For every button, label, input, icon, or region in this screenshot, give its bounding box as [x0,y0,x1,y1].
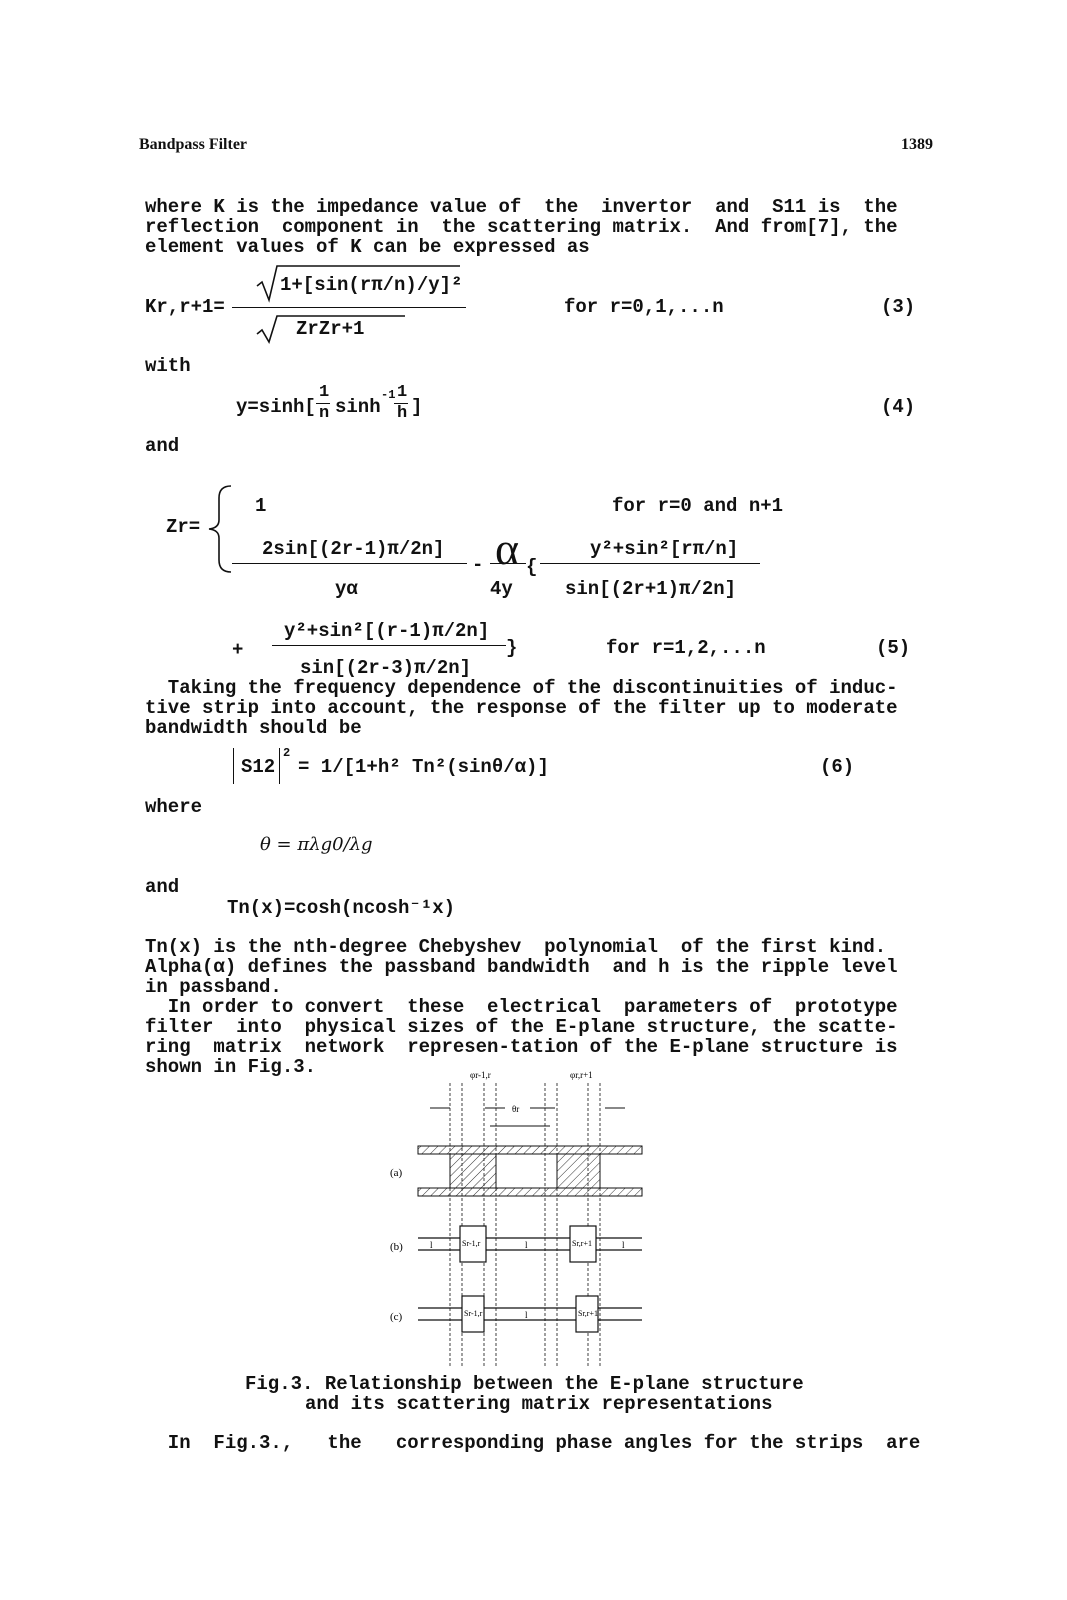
with-label: with [145,355,191,377]
text-line: shown in Fig.3. [145,1056,317,1078]
eq6-lhs: S12 [241,756,276,778]
eq4-sup: -1 [381,388,396,402]
eq5-case1-value: 1 [255,495,267,517]
eq3-number: (3) [881,296,916,318]
abs-bar-left [233,748,234,784]
eq4-frac2-den: h [397,404,408,423]
figure-3 [380,1068,660,1373]
label-s-right: Sr,r+1 [572,1239,592,1248]
eq5-t3-den: sin[(2r+1)π/2n] [565,578,737,600]
eq5-t4-den: sin[(2r-3)π/2n] [300,657,472,679]
fraction-bar [272,645,506,646]
eq4-frac2-num: 1 [397,383,408,402]
where-label: where [145,796,203,818]
eq4-mid: sinh [335,396,381,418]
page-number: 1389 [901,136,933,153]
panel-a-label: (a) [390,1167,403,1179]
left-brace [205,484,235,574]
figure-caption: Fig.3. Relationship between the E-plane structure [245,1373,804,1395]
label-s-c-right: Sr,r+1 [578,1309,598,1318]
eq4-frac1-num: 1 [319,383,330,402]
eq3-lhs: Kr,r+1= [145,296,225,318]
text-line: Taking the frequency dependence of the discontinuities of induc- [145,677,898,699]
eq5-t2-num: α [495,523,520,574]
eq4-frac1-den: n [319,404,330,423]
eq5-t1-num: 2sin[(2r-1)π/2n] [262,538,445,560]
text-line: In order to convert these electrical parameters of prototype [145,996,898,1018]
and-label: and [145,435,180,457]
text-line: in passband. [145,976,282,998]
label-l-c: l [525,1310,528,1320]
text-line: Tn(x) is the nth-degree Chebyshev polynomial of the first kind. [145,936,887,958]
eq3-numerator: 1+[sin(rπ/n)/y]² [280,274,463,296]
text-line: where K is the impedance value of the invertor and S11 is the [145,196,898,218]
eq6-sup: 2 [283,746,291,760]
fraction-bar [232,307,466,308]
label-l-b2: l [525,1240,528,1250]
eq5-t3-num: y²+sin²[rπ/n] [590,538,739,560]
eq5-open-brace: { [526,556,538,578]
eq4-lhs: y=sinh[ [236,396,316,418]
eq3-condition: for r=0,1,...n [564,296,724,318]
running-title: Bandpass Filter [139,136,248,153]
eq4-number: (4) [881,396,916,418]
eq6-number: (6) [820,756,855,778]
text-line: tive strip into account, the response of the filter up to moderate [145,697,898,719]
eq5-number: (5) [876,637,911,659]
eq5-lhs: Zr= [166,516,201,538]
panel-b-label: (b) [390,1241,403,1253]
eq5-close-brace: } [506,637,518,659]
eq6-rhs: = 1/[1+h² Tn²(sinθ/α)] [298,756,549,778]
figure-caption: and its scattering matrix representations [305,1393,773,1415]
eq5-case1-condition: for r=0 and n+1 [612,495,784,517]
fraction-bar [490,563,526,564]
text-line: element values of K can be expressed as [145,236,590,258]
tn-equation: Tn(x)=cosh(ncosh⁻¹x) [227,897,456,919]
label-s-left: Sr-1,r [462,1239,481,1248]
label-l-b3: l [622,1240,625,1250]
eq5-plus: + [232,639,244,661]
fraction-bar [540,563,760,564]
label-phi-right: φr,r+1 [570,1070,593,1080]
eq4-close: ] [411,396,423,418]
eq5-t4-num: y²+sin²[(r-1)π/2n] [284,620,490,642]
label-s-c-left: Sr-1,r [464,1309,483,1318]
fraction-bar [232,563,467,564]
abs-bar-right [279,748,280,784]
text-line: reflection component in the scattering matrix. And from[7], the [145,216,898,238]
eq5-t1-den: yα [335,578,358,600]
theta-equation: θ = πλg0/λg [260,834,373,855]
label-theta: θr [512,1104,520,1114]
label-l-b1: l [430,1240,433,1250]
text-line: filter into physical sizes of the E-plane structure, the scatte- [145,1016,898,1038]
text-line: Alpha(α) defines the passband bandwidth and h is the ripple level [145,956,898,978]
eq5-minus: - [472,554,484,576]
eq5-t2-den: 4y [490,578,513,600]
and-label: and [145,876,180,898]
eq5-case2-condition: for r=1,2,...n [606,637,766,659]
text-line: bandwidth should be [145,717,362,739]
text-line: In Fig.3., the corresponding phase angles for the strips are [145,1432,921,1454]
panel-c-label: (c) [390,1311,403,1323]
text-line: ring matrix network represen-tation of the E-plane structure is [145,1036,898,1058]
eq3-denominator: ZrZr+1 [296,318,365,340]
label-phi-left: φr-1,r [470,1070,491,1080]
